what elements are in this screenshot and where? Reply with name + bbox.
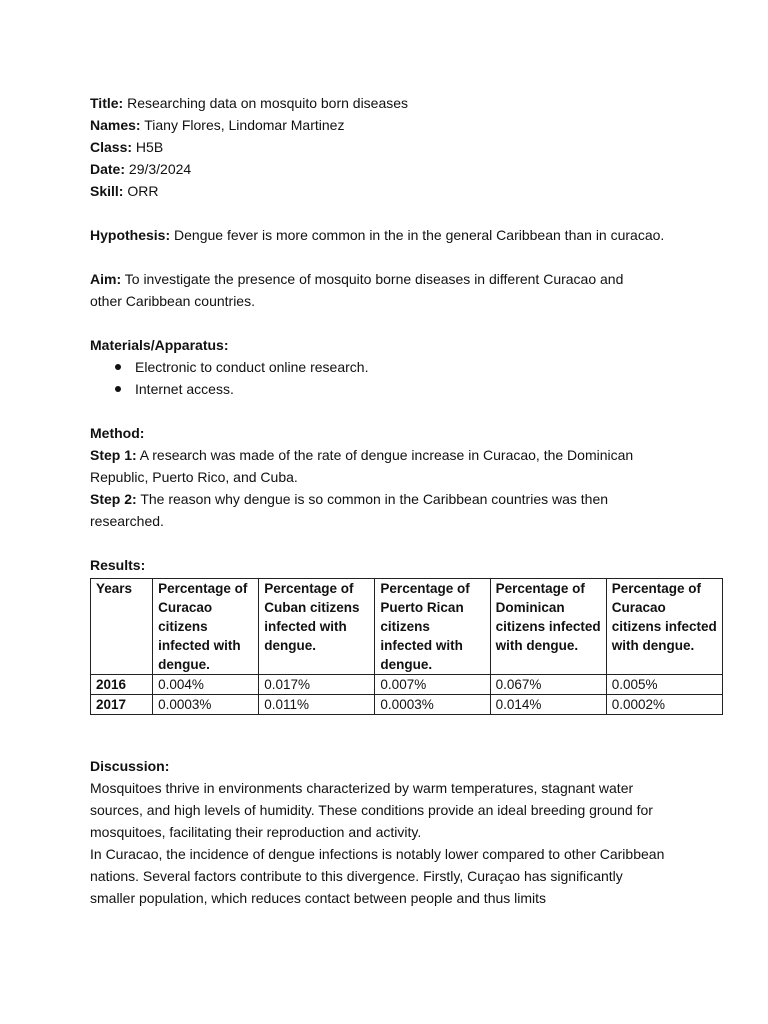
column-header: Percentage of Curacao citizens infected with dengue. (153, 579, 259, 675)
class-line (90, 136, 690, 158)
step2-text: The reason why dengue is so common in the Caribbean countries was then researched. (90, 491, 609, 529)
results-table (90, 578, 723, 715)
aim-paragraph (90, 268, 650, 312)
table-row (91, 675, 723, 695)
table-cell: 2017 (91, 695, 153, 715)
discussion-paragraph-2: In Curacao, the incidence of dengue infections is notably lower compared to other Caribbean nations. Several factors contribute to this divergence. Firstly, Curaçao has significantly smaller population, which reduces contact between people and thus limits (90, 846, 665, 906)
date-label: Date: (90, 161, 126, 177)
table-cell: 0.005% (606, 675, 722, 695)
method-heading: Method: (90, 425, 145, 441)
step1-text: A research was made of the rate of dengue increase in Curacao, the Dominican Republic, Puerto Rico, and Cuba. (90, 447, 634, 485)
names-value: Tiany Flores, Lindomar Martinez (140, 117, 345, 133)
step1-label: Step 1: (90, 447, 137, 463)
materials-list (90, 356, 690, 400)
table-cell: 0.067% (490, 675, 606, 695)
skill-line (90, 180, 690, 202)
column-header: Percentage of Curacao citizens infected with dengue. (606, 579, 722, 675)
skill-label: Skill: (90, 183, 124, 199)
table-cell: 0.007% (375, 675, 490, 695)
skill-value: ORR (123, 183, 159, 199)
date-value: 29/3/2024 (125, 161, 192, 177)
date-line (90, 158, 690, 180)
step2-label: Step 2: (90, 491, 137, 507)
hypothesis-label: Hypothesis: (90, 227, 171, 243)
discussion-paragraph-1: Mosquitoes thrive in environments characterized by warm temperatures, stagnant water sources, and high levels of humidity. These conditions provide an ideal breeding ground for mosquitoes, facilitating their reproduction and activity. (90, 780, 653, 840)
materials-heading: Materials/Apparatus: (90, 337, 229, 353)
column-header: Percentage of Cuban citizens infected with dengue. (259, 579, 375, 675)
materials-item: Electronic to conduct online research. (90, 356, 690, 378)
table-cell: 0.011% (259, 695, 375, 715)
method-step-2 (90, 488, 650, 532)
table-cell: 2016 (91, 675, 153, 695)
table-cell: 0.014% (490, 695, 606, 715)
aim-text: To investigate the presence of mosquito borne diseases in different Curacao and other Caribbean countries. (90, 271, 624, 309)
table-header-row (91, 579, 723, 675)
title-value: Researching data on mosquito born diseases (123, 95, 409, 111)
names-line (90, 114, 690, 136)
table-cell: 0.017% (259, 675, 375, 695)
table-row (91, 695, 723, 715)
table-cell: 0.0003% (153, 695, 259, 715)
hypothesis-paragraph (90, 224, 670, 246)
column-header: Percentage of Dominican citizens infected with dengue. (490, 579, 606, 675)
method-step-1 (90, 444, 665, 488)
class-label: Class: (90, 139, 133, 155)
aim-label: Aim: (90, 271, 122, 287)
document-page (90, 92, 717, 909)
names-label: Names: (90, 117, 141, 133)
column-header: Years (91, 579, 153, 675)
discussion-heading: Discussion: (90, 758, 170, 774)
results-heading: Results: (90, 557, 146, 573)
table-cell: 0.004% (153, 675, 259, 695)
class-value: H5B (132, 139, 164, 155)
table-cell: 0.0003% (375, 695, 490, 715)
title-label: Title: (90, 95, 124, 111)
hypothesis-text: Dengue fever is more common in the in the general Caribbean than in curacao. (170, 227, 665, 243)
materials-item: Internet access. (90, 378, 690, 400)
title-line (90, 92, 690, 114)
table-cell: 0.0002% (606, 695, 722, 715)
column-header: Percentage of Puerto Rican citizens infected with dengue. (375, 579, 490, 675)
